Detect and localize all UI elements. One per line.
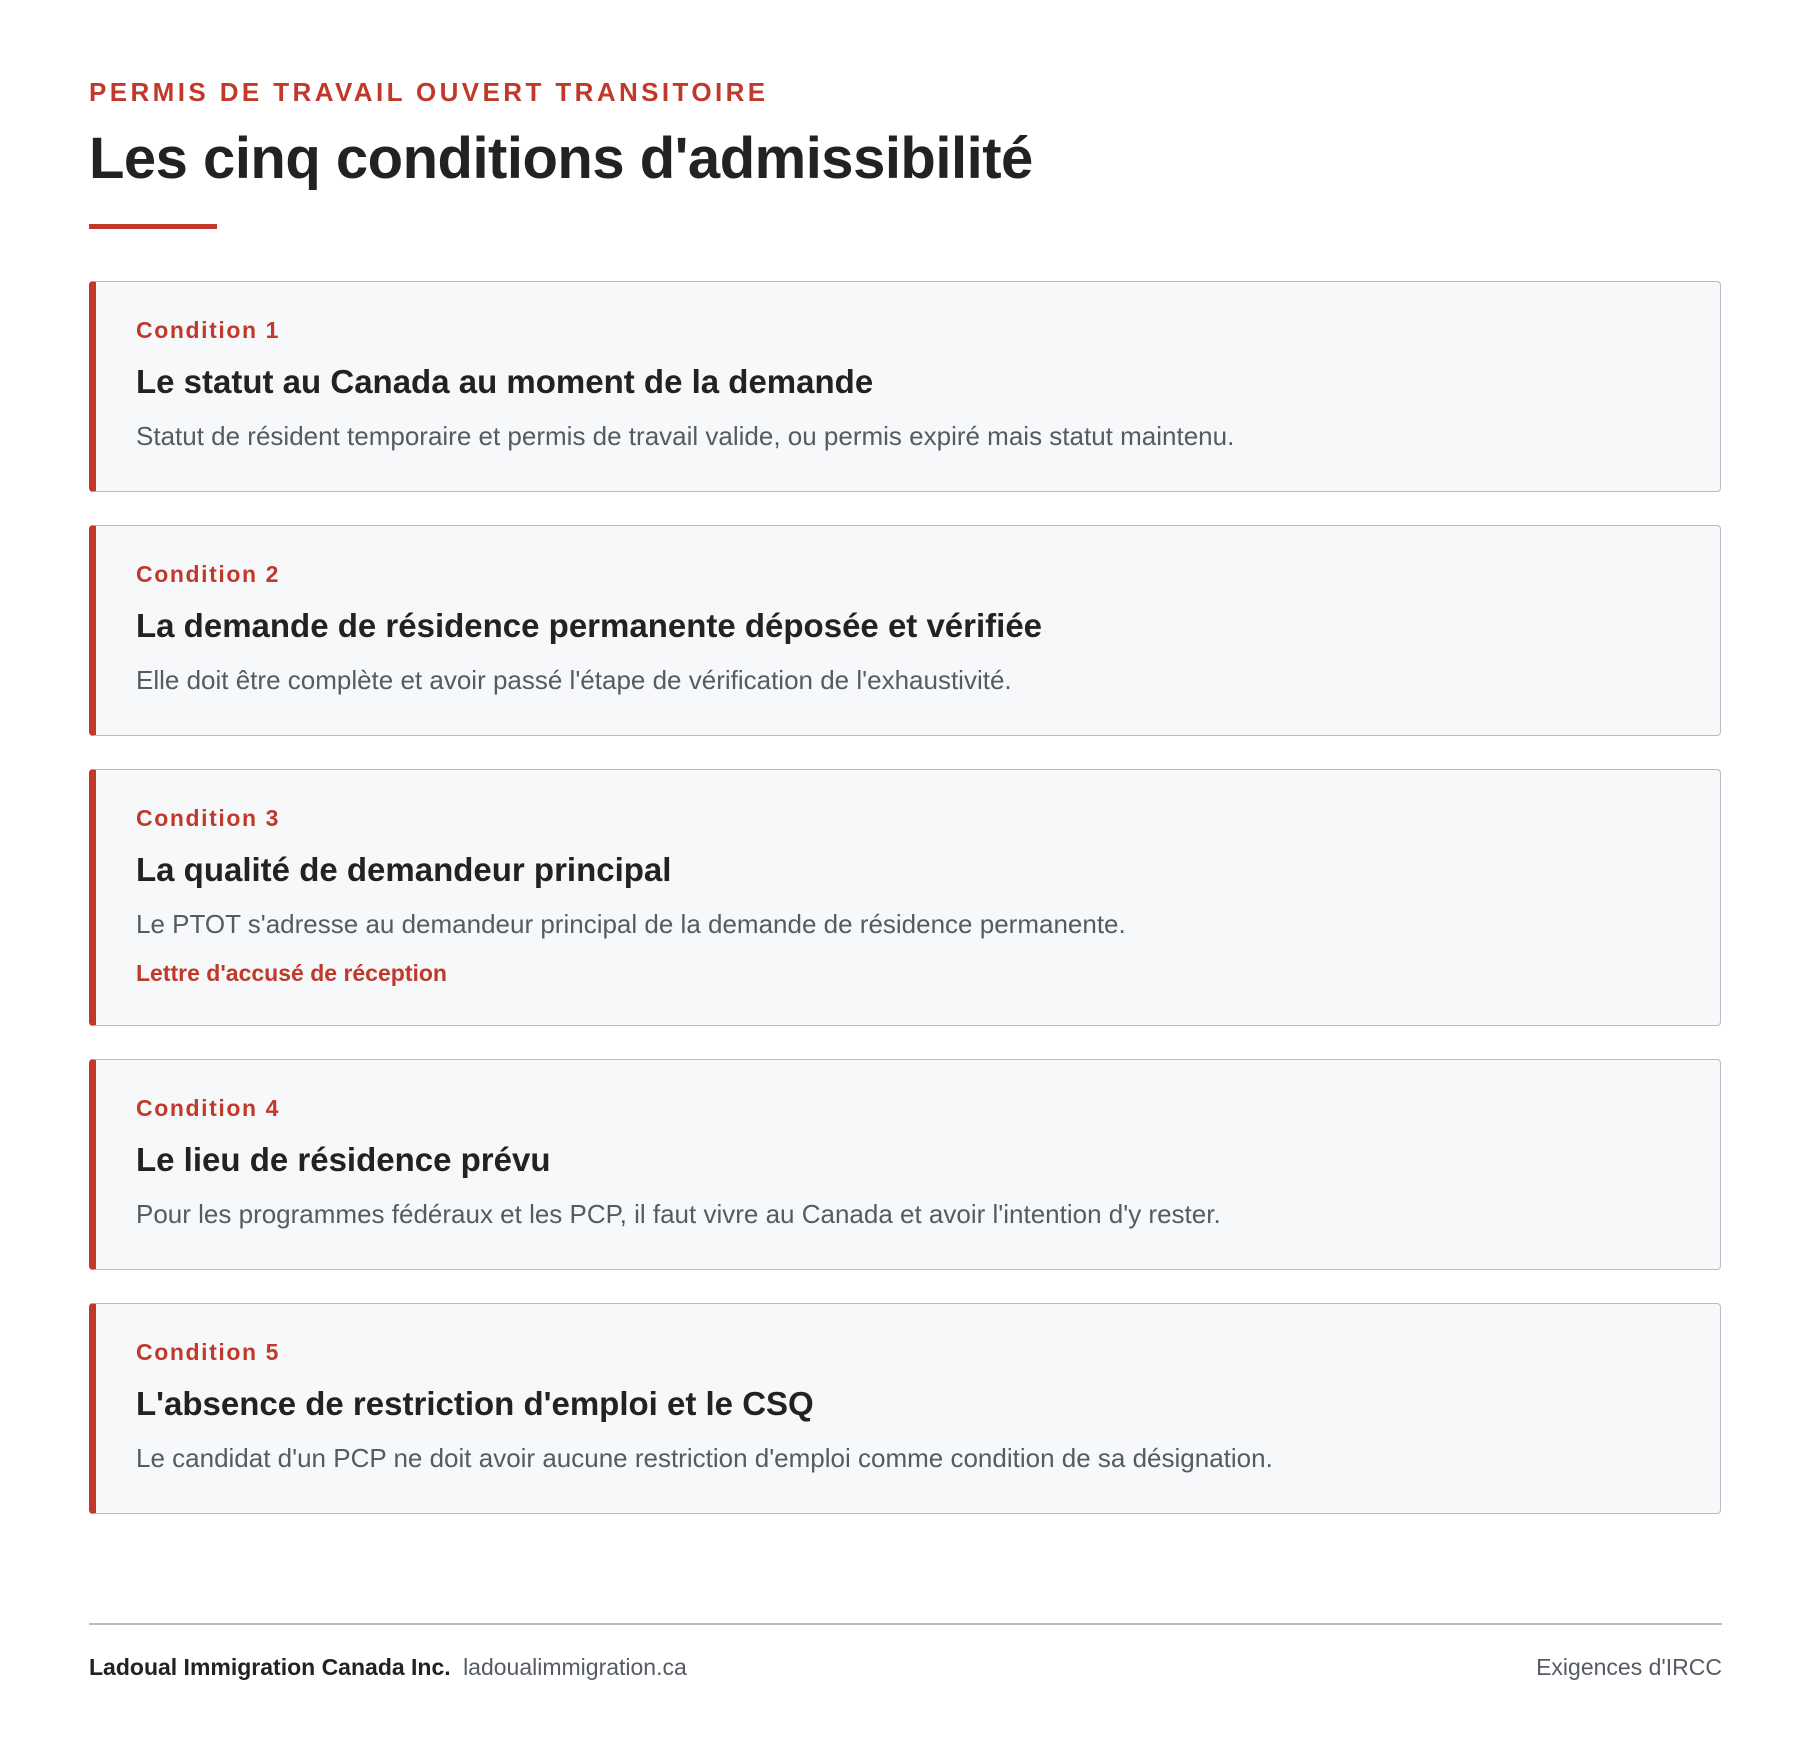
condition-number: Condition 4 (136, 1095, 281, 1121)
condition-description: Statut de résident temporaire et permis de travail valide, ou permis expiré mais statut maintenu. (136, 421, 1235, 451)
condition-card-2 (89, 525, 1721, 736)
condition-card-3 (89, 769, 1721, 1026)
condition-description: Le candidat d'un PCP ne doit avoir aucune restriction d'emploi comme condition de sa désignation. (136, 1443, 1273, 1473)
condition-number: Condition 5 (136, 1339, 281, 1365)
condition-title: Le statut au Canada au moment de la demande (136, 363, 874, 400)
condition-title: L'absence de restriction d'emploi et le CSQ (136, 1385, 814, 1422)
eyebrow-label: PERMIS DE TRAVAIL OUVERT TRANSITOIRE (89, 77, 769, 107)
footer-brand (89, 1653, 687, 1681)
condition-description: Le PTOT s'adresse au demandeur principal de la demande de résidence permanente. (136, 909, 1126, 939)
footer-source: Exigences d'IRCC (1536, 1654, 1722, 1680)
website-link[interactable]: ladoualimmigration.ca (463, 1654, 687, 1680)
company-name: Ladoual Immigration Canada Inc. (89, 1654, 451, 1680)
conditions-list (89, 281, 1711, 1514)
condition-card-4 (89, 1059, 1721, 1270)
condition-title: La demande de résidence permanente déposée et vérifiée (136, 607, 1043, 644)
condition-title: La qualité de demandeur principal (136, 851, 672, 888)
condition-number: Condition 3 (136, 805, 281, 831)
condition-number: Condition 2 (136, 561, 281, 587)
condition-description: Pour les programmes fédéraux et les PCP, il faut vivre au Canada et avoir l'intention d'y rester. (136, 1199, 1221, 1229)
condition-title: Le lieu de résidence prévu (136, 1141, 551, 1178)
page-header (89, 76, 1711, 229)
page-title: Les cinq conditions d'admissibilité (89, 126, 1033, 191)
condition-description: Elle doit être complète et avoir passé l'étape de vérification de l'exhaustivité. (136, 665, 1012, 695)
condition-card-1 (89, 281, 1721, 492)
page-footer (89, 1623, 1722, 1681)
title-underline (89, 224, 217, 229)
condition-card-5 (89, 1303, 1721, 1514)
condition-number: Condition 1 (136, 317, 281, 343)
acknowledgement-letter-link[interactable]: Lettre d'accusé de réception (136, 960, 447, 986)
